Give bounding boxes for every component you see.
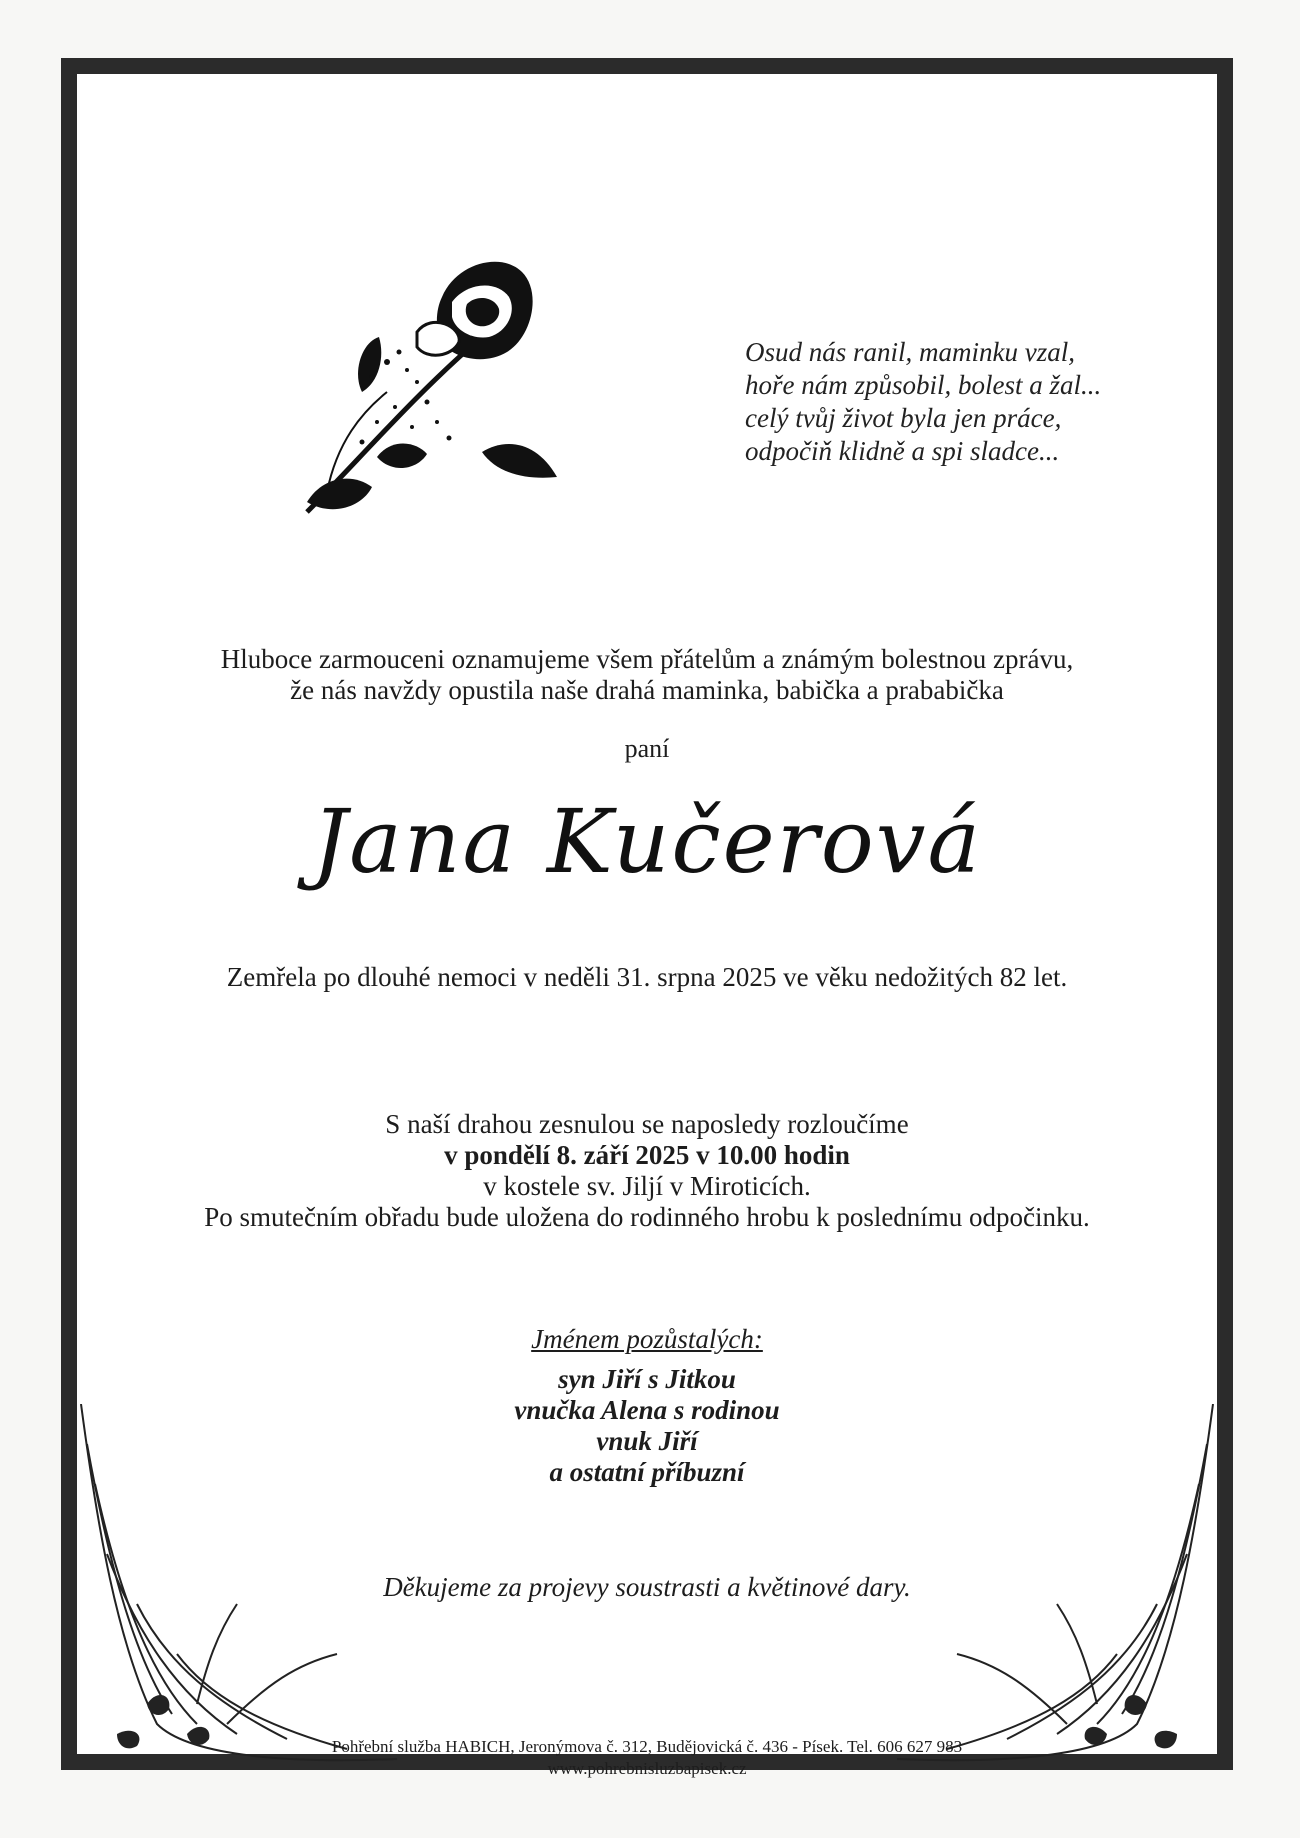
death-notice: Zemřela po dlouhé nemoci v neděli 31. srpna 2025 ve věku nedožitých 82 let. <box>226 962 1068 992</box>
announcement-line: že nás navždy opustila naše drahá maminka, babička a prababička <box>290 675 1004 705</box>
funeral-service-footer <box>77 1736 1217 1780</box>
on-behalf-label: Jménem pozůstalých: <box>531 1324 763 1354</box>
farewell-datetime: v pondělí 8. září 2025 v 10.00 hodin <box>444 1140 850 1170</box>
memorial-poem <box>745 336 1165 468</box>
rose-icon <box>267 242 577 542</box>
farewell-line: Po smutečním obřadu bude uložena do rodinného hrobu k poslednímu odpočinku. <box>204 1202 1090 1232</box>
survivor: vnuk Jiří <box>596 1426 698 1456</box>
floral-corner-right-icon <box>887 1404 1217 1770</box>
announcement-line: Hluboce zarmouceni oznamujeme všem přátelům a známým bolestnou zprávu, <box>220 644 1074 674</box>
poem-line: hoře nám způsobil, bolest a žal... <box>745 370 1102 400</box>
announcement <box>77 644 1217 706</box>
mourning-frame <box>61 58 1233 1778</box>
poem-line: Osud nás ranil, maminku vzal, <box>745 337 1075 367</box>
farewell-place: v kostele sv. Jiljí v Miroticích. <box>483 1171 811 1201</box>
floral-corner-left-icon <box>77 1404 407 1770</box>
title-word: paní <box>624 734 670 763</box>
thanks-note: Děkujeme za projevy soustrasti a květinové dary. <box>383 1572 911 1602</box>
farewell-line: S naší drahou zesnulou se naposledy rozloučíme <box>385 1109 909 1139</box>
poem-line: odpočiň klidně a spi sladce... <box>745 436 1060 466</box>
poem-line: celý tvůj život byla jen práce, <box>745 403 1062 433</box>
deceased-name: Jana Kučerová <box>312 790 982 893</box>
survivor: syn Jiří s Jitkou <box>558 1364 736 1394</box>
footer-address: Pohřební služba HABICH, Jeronýmova č. 312, Budějovická č. 436 - Písek. Tel. 606 627 983 <box>331 1737 963 1756</box>
survivor: a ostatní příbuzní <box>549 1457 745 1487</box>
farewell-info <box>77 1109 1217 1233</box>
survivor: vnučka Alena s rodinou <box>514 1395 780 1425</box>
footer-website: www.pohrebnisluzbapisek.cz <box>547 1759 747 1778</box>
